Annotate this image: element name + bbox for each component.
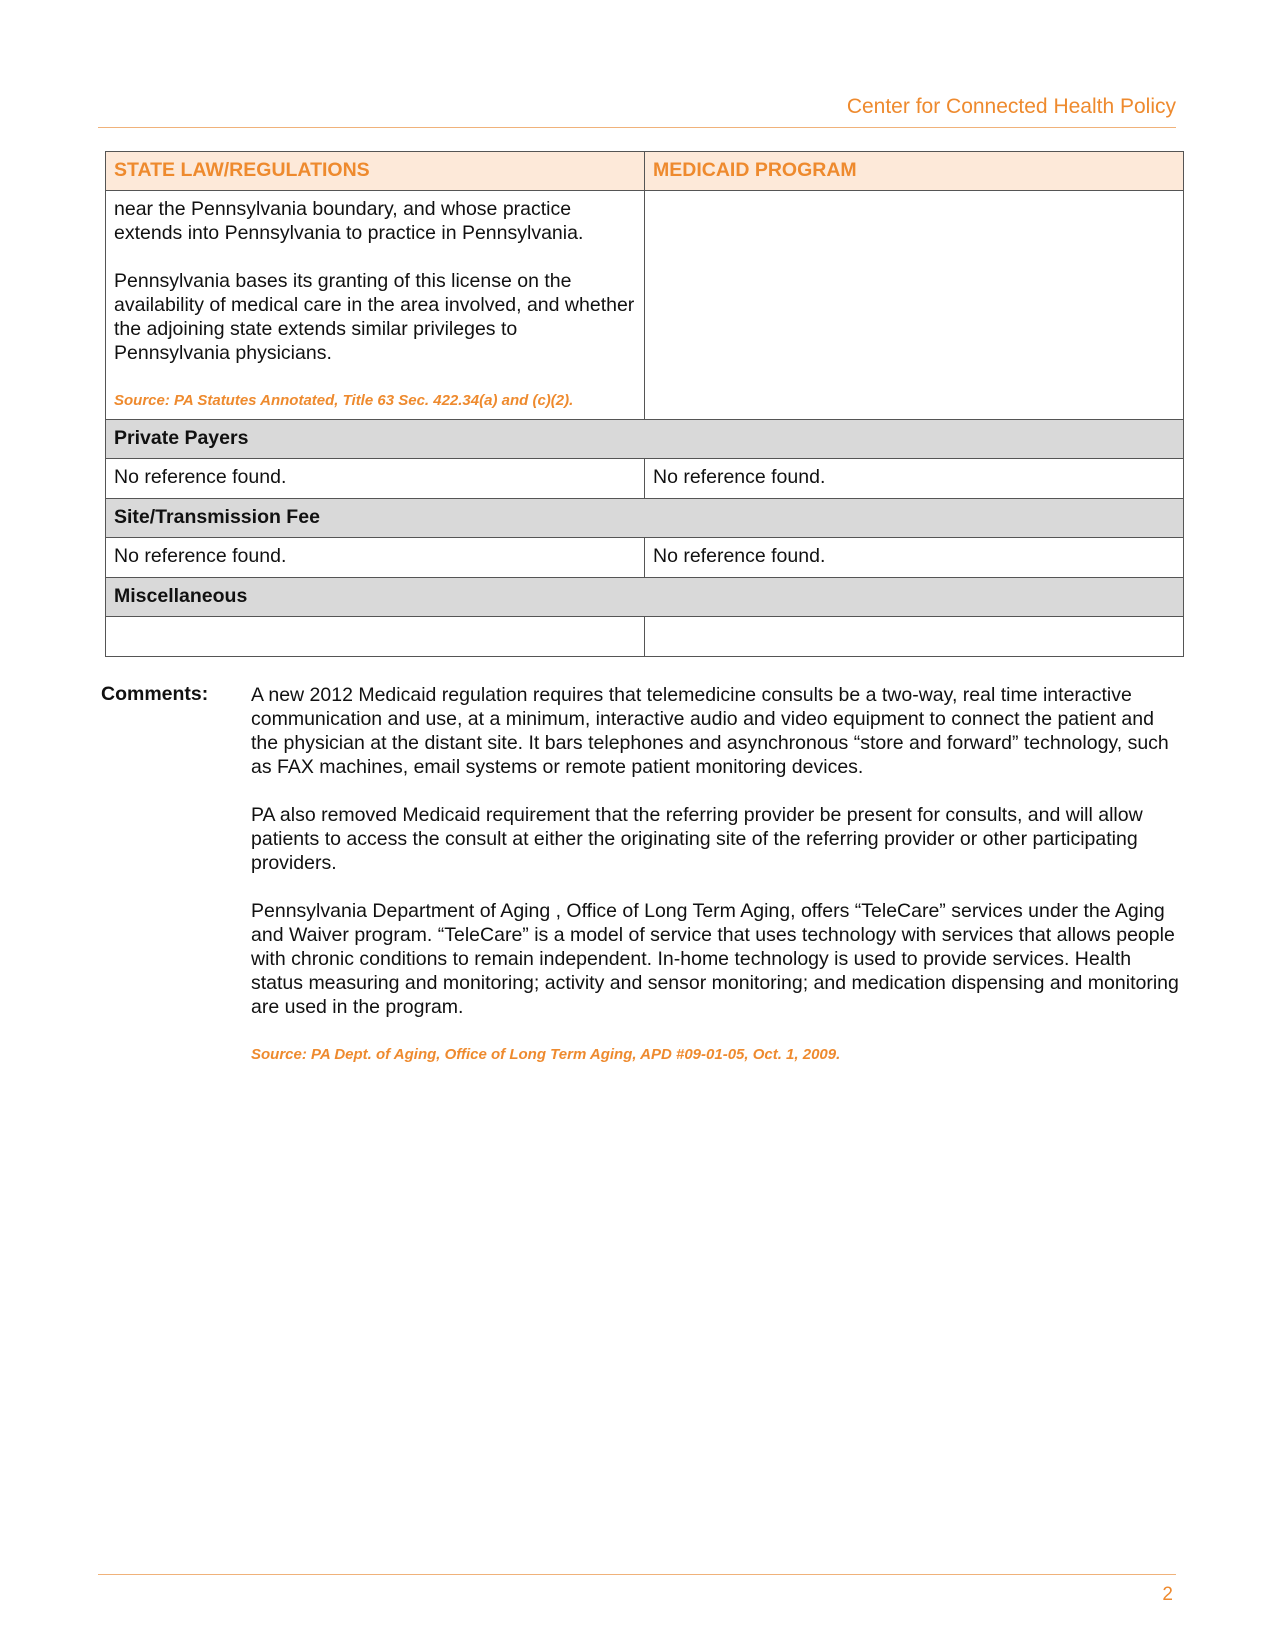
medicaid-cell bbox=[645, 617, 1184, 657]
comments-label: Comments: bbox=[101, 683, 209, 705]
state-law-paragraph: Pennsylvania bases its granting of this license on the availability of medical care in the area involved, and whether the adjoining state extends similar privileges to Pennsylvania physicians. bbox=[114, 270, 635, 364]
header-org-name: Center for Connected Health Policy bbox=[846, 95, 1176, 118]
comments-paragraph: A new 2012 Medicaid regulation requires that telemedicine consults be a two-way, real time interactive communication and use, at a minimum, interactive audio and video equipment to connect the patient and the physician at the distant site. It bars telephones and asynchronous “store and forward” technology, such as FAX machines, email systems or remote patient monitoring devices. bbox=[251, 684, 1169, 778]
table-row bbox=[106, 617, 1184, 657]
state-law-cell bbox=[106, 617, 645, 657]
state-law-cell: No reference found. bbox=[106, 459, 645, 499]
section-header-row bbox=[106, 499, 1184, 538]
state-law-source: Source: PA Statutes Annotated, Title 63 Sec. 422.34(a) and (c)(2). bbox=[114, 392, 574, 409]
col-header-state-law: STATE LAW/REGULATIONS bbox=[106, 152, 645, 191]
section-header-row bbox=[106, 420, 1184, 459]
state-law-cell: No reference found. bbox=[106, 538, 645, 578]
state-law-paragraph: near the Pennsylvania boundary, and whose practice extends into Pennsylvania to practice in Pennsylvania. bbox=[114, 198, 584, 244]
footer-rule bbox=[98, 1574, 1176, 1575]
medicaid-cell: No reference found. bbox=[645, 538, 1184, 578]
table-header-row bbox=[106, 152, 1184, 191]
table-row bbox=[106, 538, 1184, 578]
medicaid-cell bbox=[645, 191, 1184, 420]
medicaid-cell: No reference found. bbox=[645, 459, 1184, 499]
col-header-medicaid: MEDICAID PROGRAM bbox=[645, 152, 1184, 191]
table-row bbox=[106, 191, 1184, 420]
comments-paragraph: Pennsylvania Department of Aging , Office of Long Term Aging, offers “TeleCare” services under the Aging and Waiver program. “TeleCare” is a model of service that uses technology with services that allows people with chronic conditions to remain independent. In-home technology is used to provide services. Health status measuring and monitoring; activity and sensor monitoring; and medication dispensing and monitoring are used in the program. bbox=[251, 900, 1179, 1018]
page-number: 2 bbox=[1162, 1584, 1173, 1605]
table-row bbox=[106, 459, 1184, 499]
comments-source: Source: PA Dept. of Aging, Office of Long Term Aging, APD #09-01-05, Oct. 1, 2009. bbox=[251, 1046, 841, 1063]
section-title-site-transmission-fee: Site/Transmission Fee bbox=[106, 499, 1184, 538]
comments-body bbox=[251, 683, 1186, 1067]
section-title-miscellaneous: Miscellaneous bbox=[106, 578, 1184, 617]
header-rule bbox=[98, 127, 1176, 128]
policy-table bbox=[105, 151, 1184, 657]
section-header-row bbox=[106, 578, 1184, 617]
state-law-cell bbox=[106, 191, 645, 420]
comments-paragraph: PA also removed Medicaid requirement that the referring provider be present for consults, and will allow patients to access the consult at either the originating site of the referring provider or other participating providers. bbox=[251, 804, 1143, 874]
section-title-private-payers: Private Payers bbox=[106, 420, 1184, 459]
